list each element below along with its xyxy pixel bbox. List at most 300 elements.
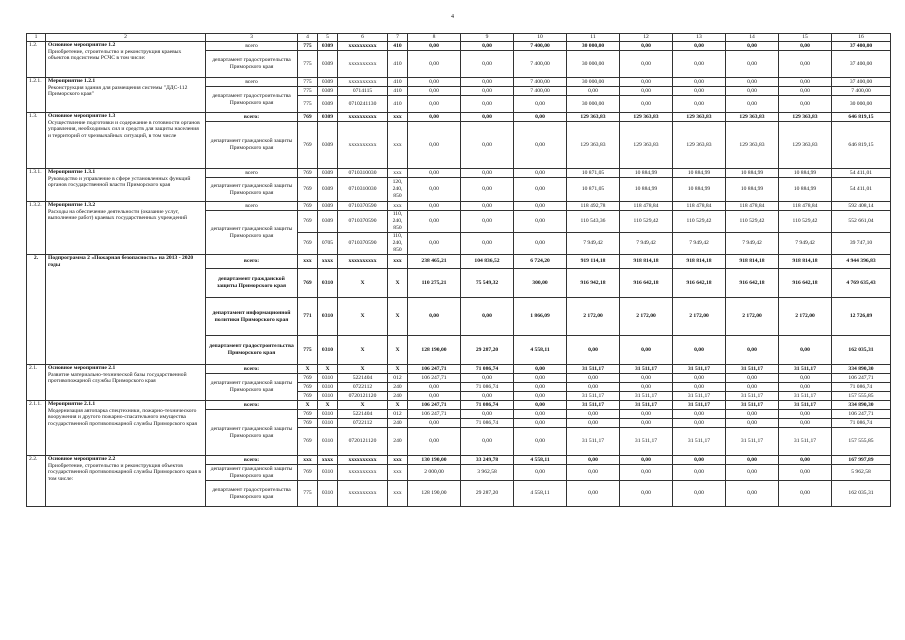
value-cell: 0,00 <box>461 202 514 211</box>
table-row <box>27 78 891 87</box>
value-cell: 0,00 <box>567 87 620 96</box>
row-text: Расходы на обеспечение деятельности (оказание услуг, выполнение работ) краевых государственных учреждений <box>48 208 187 222</box>
row-title: Основное мероприятие 2.2 <box>48 456 116 462</box>
value-cell: 300,00 <box>514 269 567 298</box>
value-cell: 0,00 <box>461 87 514 96</box>
rz-cell: 0309 <box>318 169 338 178</box>
value-cell: 129 363,83 <box>726 122 779 169</box>
value-cell: 0,00 <box>514 392 567 401</box>
rz-cell: 0309 <box>318 202 338 211</box>
vr-cell: 410 <box>388 78 408 87</box>
value-cell: 5 962,58 <box>832 465 891 481</box>
row-number: 2.1.1. <box>27 401 46 456</box>
rz-cell: 0705 <box>318 233 338 255</box>
grbs-cell: 769 <box>298 428 318 456</box>
row-description <box>46 113 206 169</box>
value-cell: 0,00 <box>673 374 726 383</box>
value-cell: 0,00 <box>779 42 832 51</box>
value-cell: 552 661,04 <box>832 211 891 233</box>
vr-cell: xxx <box>388 169 408 178</box>
value-cell: 71 086,74 <box>461 365 514 374</box>
value-cell: 0,00 <box>514 365 567 374</box>
value-cell: 31 511,17 <box>726 401 779 410</box>
executor: департамент гражданской защиты Приморского края <box>206 465 298 481</box>
value-cell: 12 726,09 <box>832 298 891 336</box>
value-cell: 0,00 <box>408 42 461 51</box>
value-cell: 0,00 <box>408 298 461 336</box>
csr-cell: 5221404 <box>338 410 388 419</box>
value-cell: 0,00 <box>408 178 461 202</box>
value-cell: 7 949,42 <box>779 233 832 255</box>
grbs-cell: 769 <box>298 374 318 383</box>
row-text: Модернизация автопарка спецтехники, пожарно-технического вооружения и другого пожарно-спасательного имущества государственной противопожарной службы Приморского края <box>48 407 197 428</box>
value-cell: 71 086,74 <box>461 401 514 410</box>
header-cell: 7 <box>388 34 408 42</box>
value-cell: 916 642,18 <box>726 269 779 298</box>
value-cell: 4 558,11 <box>514 336 567 365</box>
value-cell: 2 172,00 <box>673 298 726 336</box>
csr-cell: X <box>338 298 388 336</box>
row-title: Мероприятие 1.3.1 <box>48 169 96 175</box>
row-description <box>46 456 206 507</box>
value-cell: 0,00 <box>673 42 726 51</box>
value-cell: 130 190,00 <box>408 456 461 465</box>
value-cell: 0,00 <box>726 96 779 113</box>
vr-cell: 410 <box>388 51 408 78</box>
csr-cell: X <box>338 401 388 410</box>
value-cell: 31 511,17 <box>673 428 726 456</box>
value-cell: 0,00 <box>461 392 514 401</box>
value-cell: 71 086,74 <box>832 383 891 392</box>
vr-cell: xxx <box>388 122 408 169</box>
value-cell: 7 400,00 <box>514 42 567 51</box>
grbs-cell: xxx <box>298 255 318 269</box>
value-cell: 0,00 <box>461 169 514 178</box>
value-cell: 0,00 <box>514 374 567 383</box>
value-cell: 0,00 <box>514 419 567 428</box>
csr-cell: 5221404 <box>338 374 388 383</box>
csr-cell: 0710370590 <box>338 233 388 255</box>
csr-cell: xxxxxxxxxx <box>338 122 388 169</box>
row-title: Основное мероприятие 1.2 <box>48 42 116 48</box>
grbs-cell: X <box>298 365 318 374</box>
row-description <box>46 202 206 255</box>
grbs-cell: 769 <box>298 211 318 233</box>
value-cell: 0,00 <box>779 383 832 392</box>
value-cell: 0,00 <box>779 456 832 465</box>
grbs-cell: 775 <box>298 481 318 507</box>
csr-cell: 0722112 <box>338 419 388 428</box>
value-cell: 0,00 <box>620 410 673 419</box>
value-cell: 0,00 <box>408 202 461 211</box>
value-cell: 106 247,71 <box>408 401 461 410</box>
value-cell: 238 465,21 <box>408 255 461 269</box>
value-cell: 129 363,83 <box>567 122 620 169</box>
rz-cell: 0309 <box>318 42 338 51</box>
value-cell: 129 363,83 <box>779 122 832 169</box>
header-cell: 12 <box>620 34 673 42</box>
table-row <box>27 456 891 465</box>
value-cell: 0,00 <box>726 87 779 96</box>
header-cell: 9 <box>461 34 514 42</box>
value-cell: 2 172,00 <box>567 298 620 336</box>
value-cell: 10 884,99 <box>673 178 726 202</box>
value-cell: 0,00 <box>408 211 461 233</box>
value-cell: 916 642,18 <box>779 269 832 298</box>
value-cell: 0,00 <box>408 78 461 87</box>
value-cell: 106 247,71 <box>408 365 461 374</box>
value-cell: 0,00 <box>514 211 567 233</box>
row-number: 1.3.1. <box>27 169 46 202</box>
rz-cell: X <box>318 365 338 374</box>
header-cell: 14 <box>726 34 779 42</box>
vr-cell: X <box>388 401 408 410</box>
value-cell: 0,00 <box>620 419 673 428</box>
vr-cell: 240 <box>388 392 408 401</box>
value-cell: 0,00 <box>514 178 567 202</box>
grbs-cell: 769 <box>298 269 318 298</box>
value-cell: 0,00 <box>779 481 832 507</box>
row-description <box>46 401 206 456</box>
grbs-cell: 769 <box>298 419 318 428</box>
value-cell: 118 478,84 <box>620 202 673 211</box>
value-cell: 0,00 <box>567 481 620 507</box>
value-cell: 0,00 <box>408 113 461 122</box>
header-cell: 10 <box>514 34 567 42</box>
value-cell: 10 871,05 <box>567 169 620 178</box>
grbs-cell: xxx <box>298 456 318 465</box>
value-cell: 0,00 <box>620 481 673 507</box>
value-cell: 1 866,09 <box>514 298 567 336</box>
value-cell: 129 363,83 <box>620 122 673 169</box>
value-cell: 104 836,52 <box>461 255 514 269</box>
vr-cell: 012 <box>388 410 408 419</box>
value-cell: 0,00 <box>726 383 779 392</box>
row-title: Мероприятие 1.3.2 <box>48 202 96 208</box>
executor: департамент информационной политики Приморского края <box>206 298 298 336</box>
row-number: 1.2.1. <box>27 78 46 113</box>
value-cell: 31 511,17 <box>673 392 726 401</box>
header-cell: 6 <box>338 34 388 42</box>
value-cell: 0,00 <box>726 456 779 465</box>
csr-cell: 0710370590 <box>338 211 388 233</box>
table-row <box>27 42 891 51</box>
value-cell: 0,00 <box>726 465 779 481</box>
value-cell: 31 511,17 <box>726 428 779 456</box>
value-cell: 0,00 <box>620 383 673 392</box>
value-cell: 0,00 <box>408 96 461 113</box>
value-cell: 0,00 <box>673 336 726 365</box>
value-cell: 0,00 <box>673 481 726 507</box>
value-cell: 3 962,58 <box>461 465 514 481</box>
grbs-cell: 775 <box>298 42 318 51</box>
executor: всего: <box>206 113 298 122</box>
value-cell: 10 884,99 <box>620 169 673 178</box>
csr-cell: X <box>338 365 388 374</box>
vr-cell: xxx <box>388 202 408 211</box>
value-cell: 0,00 <box>461 374 514 383</box>
csr-cell: 0714115 <box>338 87 388 96</box>
executor: департамент гражданской защиты Приморского края <box>206 178 298 202</box>
grbs-cell: 769 <box>298 383 318 392</box>
rz-cell: 0310 <box>318 465 338 481</box>
row-description <box>46 78 206 113</box>
value-cell: 0,00 <box>779 87 832 96</box>
value-cell: 162 035,31 <box>832 481 891 507</box>
csr-cell: xxxxxxxxxx <box>338 255 388 269</box>
header-row <box>27 34 891 42</box>
csr-cell: xxxxxxxxxx <box>338 456 388 465</box>
executor: департамент градостроительства Приморского края <box>206 336 298 365</box>
value-cell: 0,00 <box>620 51 673 78</box>
value-cell: 118 492,78 <box>567 202 620 211</box>
vr-cell: X <box>388 298 408 336</box>
value-cell: 0,00 <box>514 428 567 456</box>
value-cell: 7 400,00 <box>514 78 567 87</box>
value-cell: 7 400,00 <box>832 87 891 96</box>
vr-cell: 120, 240, 850 <box>388 178 408 202</box>
value-cell: 0,00 <box>620 336 673 365</box>
value-cell: 0,00 <box>567 383 620 392</box>
header-cell: 15 <box>779 34 832 42</box>
value-cell: 7 949,42 <box>567 233 620 255</box>
value-cell: 0,00 <box>726 481 779 507</box>
value-cell: 0,00 <box>673 465 726 481</box>
grbs-cell: 769 <box>298 113 318 122</box>
value-cell: 0,00 <box>726 78 779 87</box>
executor: всего <box>206 78 298 87</box>
row-description <box>46 42 206 78</box>
value-cell: 0,00 <box>408 383 461 392</box>
value-cell: 54 411,01 <box>832 169 891 178</box>
value-cell: 0,00 <box>779 51 832 78</box>
value-cell: 29 287,20 <box>461 481 514 507</box>
value-cell: 0,00 <box>673 410 726 419</box>
rz-cell: 0310 <box>318 419 338 428</box>
value-cell: 0,00 <box>461 178 514 202</box>
rz-cell: 0310 <box>318 269 338 298</box>
value-cell: 918 814,18 <box>620 255 673 269</box>
value-cell: 918 814,18 <box>779 255 832 269</box>
value-cell: 334 890,30 <box>832 401 891 410</box>
executor: департамент гражданской защиты Приморского края <box>206 374 298 401</box>
vr-cell: 012 <box>388 374 408 383</box>
value-cell: 0,00 <box>779 78 832 87</box>
vr-cell: X <box>388 269 408 298</box>
grbs-cell: 769 <box>298 410 318 419</box>
value-cell: 0,00 <box>461 233 514 255</box>
row-description <box>46 365 206 401</box>
csr-cell: xxxxxxxxxx <box>338 113 388 122</box>
row-text: Приобретение, строительство и реконструкция краевых объектов подсистемы РСЧС в том числе: <box>48 48 182 62</box>
csr-cell: 0710310030 <box>338 169 388 178</box>
value-cell: 0,00 <box>673 383 726 392</box>
value-cell: 0,00 <box>620 465 673 481</box>
value-cell: 916 642,18 <box>673 269 726 298</box>
value-cell: 0,00 <box>673 456 726 465</box>
value-cell: 0,00 <box>461 211 514 233</box>
row-title: Подпрограмма 2 «Пожарная безопасность» на 2013 - 2020 годы <box>46 255 206 365</box>
value-cell: 0,00 <box>408 169 461 178</box>
rz-cell: 0310 <box>318 481 338 507</box>
value-cell: 30 000,00 <box>567 42 620 51</box>
value-cell: 31 511,17 <box>620 365 673 374</box>
value-cell: 0,00 <box>408 419 461 428</box>
value-cell: 916 642,18 <box>620 269 673 298</box>
value-cell: 0,00 <box>461 51 514 78</box>
grbs-cell: 769 <box>298 465 318 481</box>
vr-cell: 410 <box>388 87 408 96</box>
value-cell: 4 558,11 <box>514 456 567 465</box>
value-cell: 110 529,42 <box>726 211 779 233</box>
value-cell: 129 363,83 <box>779 113 832 122</box>
value-cell: 31 511,17 <box>779 428 832 456</box>
value-cell: 31 511,17 <box>673 365 726 374</box>
value-cell: 334 890,30 <box>832 365 891 374</box>
value-cell: 31 511,17 <box>779 365 832 374</box>
value-cell: 128 190,00 <box>408 336 461 365</box>
value-cell: 31 511,17 <box>673 401 726 410</box>
value-cell: 0,00 <box>408 122 461 169</box>
value-cell: 0,00 <box>514 233 567 255</box>
executor: всего: <box>206 255 298 269</box>
csr-cell: 0720121120 <box>338 392 388 401</box>
value-cell: 106 247,71 <box>832 410 891 419</box>
value-cell: 0,00 <box>408 392 461 401</box>
vr-cell: 240 <box>388 383 408 392</box>
grbs-cell: 769 <box>298 392 318 401</box>
value-cell: 0,00 <box>514 113 567 122</box>
value-cell: 4 944 396,83 <box>832 255 891 269</box>
csr-cell: X <box>338 269 388 298</box>
table-row <box>27 365 891 374</box>
value-cell: 129 363,83 <box>567 113 620 122</box>
csr-cell: xxxxxxxxxx <box>338 78 388 87</box>
row-text: Развитие материально-технической базы государственной противопожарной службы Приморского края <box>48 371 187 385</box>
executor: всего: <box>206 456 298 465</box>
value-cell: 33 249,78 <box>461 456 514 465</box>
header-cell: 16 <box>832 34 891 42</box>
grbs-cell: 775 <box>298 87 318 96</box>
value-cell: 0,00 <box>514 96 567 113</box>
rz-cell: X <box>318 401 338 410</box>
vr-cell: xxx <box>388 456 408 465</box>
value-cell: 0,00 <box>620 42 673 51</box>
value-cell: 0,00 <box>461 122 514 169</box>
value-cell: 0,00 <box>673 87 726 96</box>
grbs-cell: 769 <box>298 233 318 255</box>
value-cell: 0,00 <box>620 78 673 87</box>
value-cell: 31 511,17 <box>567 392 620 401</box>
value-cell: 30 000,00 <box>567 96 620 113</box>
rz-cell: 0309 <box>318 87 338 96</box>
value-cell: 37 400,00 <box>832 42 891 51</box>
vr-cell: 410 <box>388 42 408 51</box>
value-cell: 37 400,00 <box>832 78 891 87</box>
value-cell: 7 400,00 <box>514 87 567 96</box>
value-cell: 2 172,00 <box>779 298 832 336</box>
value-cell: 0,00 <box>461 428 514 456</box>
value-cell: 75 549,32 <box>461 269 514 298</box>
value-cell: 4 558,11 <box>514 481 567 507</box>
value-cell: 118 478,84 <box>673 202 726 211</box>
value-cell: 30 000,00 <box>567 78 620 87</box>
value-cell: 0,00 <box>620 456 673 465</box>
value-cell: 2 172,00 <box>726 298 779 336</box>
header-cell: 13 <box>673 34 726 42</box>
value-cell: 7 400,00 <box>514 51 567 78</box>
value-cell: 10 884,99 <box>779 178 832 202</box>
vr-cell: xxx <box>388 481 408 507</box>
grbs-cell: 769 <box>298 122 318 169</box>
rz-cell: 0309 <box>318 178 338 202</box>
csr-cell: xxxxxxxxxx <box>338 42 388 51</box>
value-cell: 0,00 <box>567 465 620 481</box>
value-cell: 31 511,17 <box>726 365 779 374</box>
value-cell: 0,00 <box>620 87 673 96</box>
value-cell: 0,00 <box>779 419 832 428</box>
value-cell: 71 086,74 <box>461 419 514 428</box>
value-cell: 0,00 <box>726 336 779 365</box>
value-cell: 0,00 <box>673 96 726 113</box>
value-cell: 0,00 <box>726 51 779 78</box>
value-cell: 10 884,99 <box>673 169 726 178</box>
value-cell: 4 769 635,43 <box>832 269 891 298</box>
rz-cell: 0310 <box>318 410 338 419</box>
value-cell: 10 884,99 <box>620 178 673 202</box>
executor: департамент градостроительства Приморского края <box>206 87 298 113</box>
value-cell: 0,00 <box>567 374 620 383</box>
executor: департамент гражданской защиты Приморского края <box>206 122 298 169</box>
value-cell: 6 724,20 <box>514 255 567 269</box>
row-text: Реконструкция здания для размещения системы "ДДС-112 Приморского края" <box>48 84 188 98</box>
value-cell: 71 086,74 <box>461 383 514 392</box>
table-row <box>27 202 891 211</box>
rz-cell: 0309 <box>318 96 338 113</box>
rz-cell: 0310 <box>318 383 338 392</box>
vr-cell: 410 <box>388 96 408 113</box>
value-cell: 0,00 <box>514 401 567 410</box>
grbs-cell: 775 <box>298 96 318 113</box>
header-cell: 4 <box>298 34 318 42</box>
value-cell: 0,00 <box>461 113 514 122</box>
row-title: Основное мероприятие 2.1 <box>48 365 116 371</box>
header-cell: 2 <box>46 34 206 42</box>
value-cell: 0,00 <box>514 202 567 211</box>
row-title: Основное мероприятие 1.3 <box>48 113 116 119</box>
header-cell: 3 <box>206 34 298 42</box>
value-cell: 0,00 <box>567 419 620 428</box>
rz-cell: xxxx <box>318 255 338 269</box>
header-cell: 5 <box>318 34 338 42</box>
value-cell: 31 511,17 <box>567 428 620 456</box>
value-cell: 129 363,83 <box>726 113 779 122</box>
value-cell: 918 814,18 <box>726 255 779 269</box>
grbs-cell: 775 <box>298 336 318 365</box>
value-cell: 0,00 <box>514 122 567 169</box>
value-cell: 0,00 <box>620 374 673 383</box>
rz-cell: 0309 <box>318 122 338 169</box>
value-cell: 0,00 <box>620 96 673 113</box>
value-cell: 0,00 <box>461 96 514 113</box>
value-cell: 10 871,05 <box>567 178 620 202</box>
vr-cell: xxx <box>388 113 408 122</box>
rz-cell: 0310 <box>318 392 338 401</box>
value-cell: 0,00 <box>779 336 832 365</box>
value-cell: 10 884,99 <box>726 178 779 202</box>
value-cell: 0,00 <box>567 336 620 365</box>
executor: всего: <box>206 365 298 374</box>
